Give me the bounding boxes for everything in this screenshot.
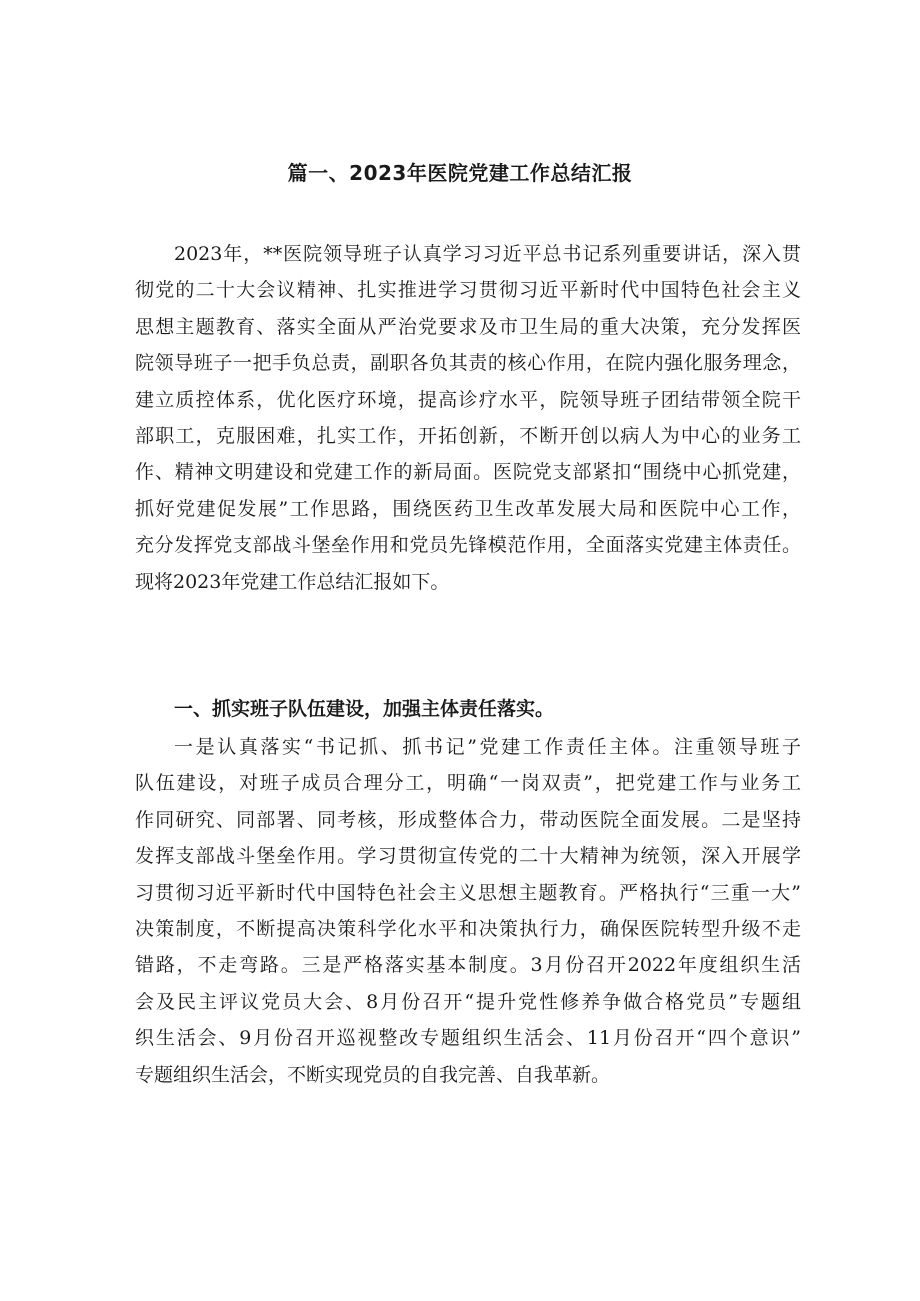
paragraph-line: 织生活会、9月份召开巡视整改专题组织生活会、11月份召开“四个意识” — [135, 1027, 801, 1050]
paragraph-line: 错路，不走弯路。三是严格落实基本制度。3月份召开2022年度组织生活 — [135, 954, 801, 977]
paragraph-line: 彻党的二十大会议精神、扎实推进学习贯彻习近平新时代中国特色社会主义 — [135, 279, 801, 302]
paragraph-line: 会及民主评议党员大会、8月份召开“提升党性修养争做合格党员”专题组 — [135, 990, 801, 1013]
paragraph-line: 2023年，**医院领导班子认真学习习近平总书记系列重要讲话，深入贯 — [174, 243, 801, 265]
paragraph-line: 决策制度，不断提高决策科学化水平和决策执行力，确保医院转型升级不走 — [135, 917, 801, 940]
paragraph-line: 院领导班子一把手负总责，副职各负其责的核心作用，在院内强化服务理念， — [135, 352, 801, 375]
paragraph-line: 现将2023年党建工作总结汇报如下。 — [135, 570, 450, 593]
paragraph-line: 发挥支部战斗堡垒作用。学习贯彻宣传党的二十大精神为统领，深入开展学 — [135, 845, 801, 868]
section-1-heading: 一、抓实班子队伍建设，加强主体责任落实。 — [174, 698, 555, 720]
paragraph-line: 队伍建设，对班子成员合理分工，明确“一岗双责”，把党建工作与业务工 — [135, 772, 801, 795]
section-1-paragraph — [135, 729, 801, 1093]
paragraph-line: 抓好党建促发展”工作思路，围绕医药卫生改革发展大局和医院中心工作， — [135, 497, 801, 520]
paragraph-line: 部职工，克服困难，扎实工作，开拓创新，不断开创以病人为中心的业务工 — [135, 424, 801, 447]
paragraph-line: 充分发挥党支部战斗堡垒作用和党员先锋模范作用，全面落实党建主体责任。 — [135, 534, 801, 557]
page-title: 篇一、2023年医院党建工作总结汇报 — [287, 161, 633, 185]
paragraph-line: 作同研究、同部署、同考核，形成整体合力，带动医院全面发展。二是坚持 — [135, 808, 801, 831]
paragraph-line: 一是认真落实“书记抓、抓书记”党建工作责任主体。注重领导班子 — [174, 736, 801, 758]
paragraph-line: 习贯彻习近平新时代中国特色社会主义思想主题教育。严格执行“三重一大” — [135, 881, 801, 904]
section-heading — [135, 691, 801, 727]
paragraph-line: 专题组织生活会，不断实现党员的自我完善、自我革新。 — [135, 1063, 611, 1086]
paragraph-line: 建立质控体系，优化医疗环境，提高诊疗水平，院领导班子团结带领全院干 — [135, 388, 801, 411]
paragraph-line: 作、精神文明建设和党建工作的新局面。医院党支部紧扣“围绕中心抓党建， — [135, 461, 801, 484]
paragraph-line: 思想主题教育、落实全面从严治党要求及市卫生局的重大决策，充分发挥医 — [135, 315, 801, 338]
intro-paragraph — [135, 236, 801, 600]
